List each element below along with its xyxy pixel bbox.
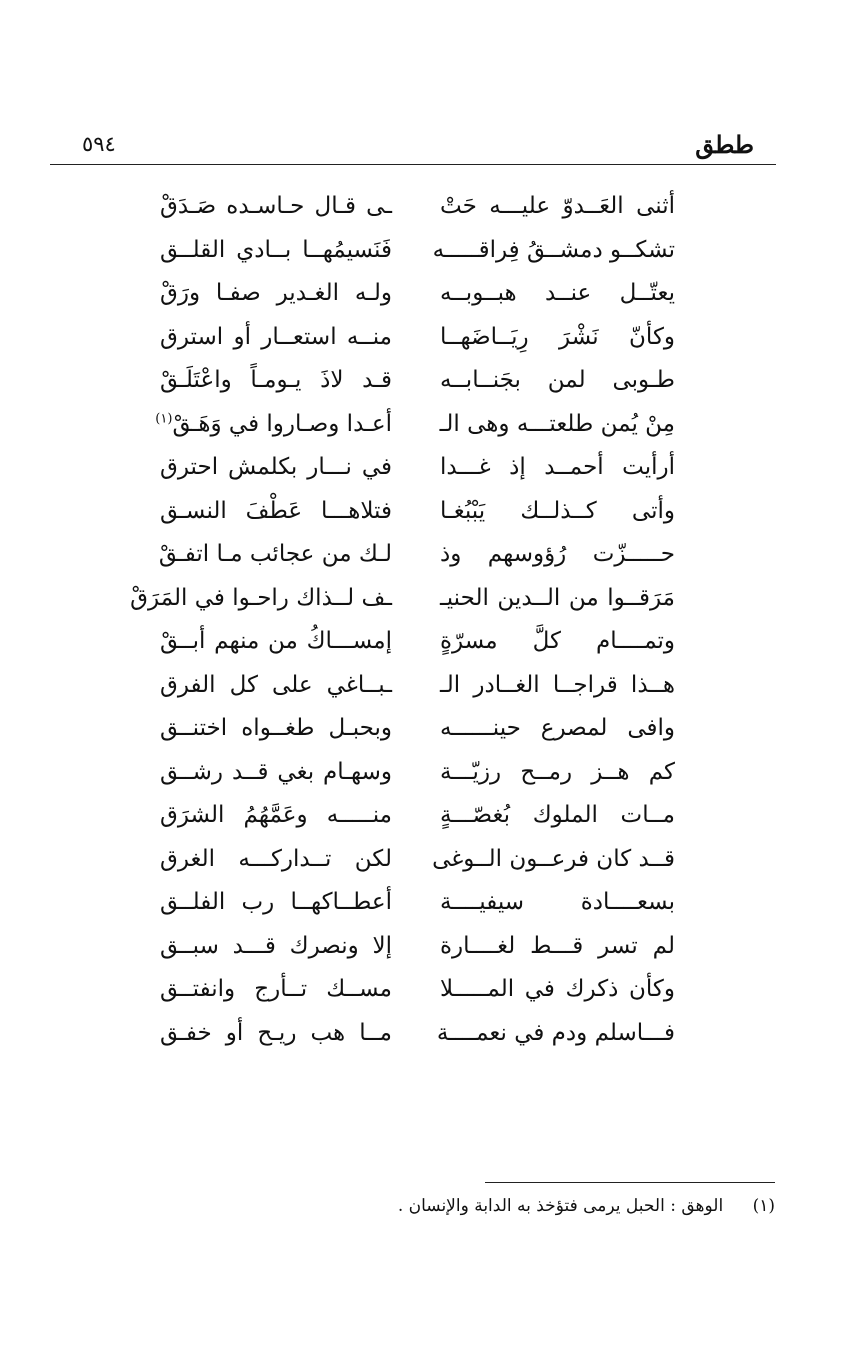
verse-first-hemistich: مِنْ يُمن طلعتـــه وهى الـ [439, 410, 675, 437]
verse-second-hemistich [160, 884, 392, 920]
footnote-marker: (١) [155, 410, 173, 426]
footnote-number: (١) [752, 1196, 775, 1216]
verse-second-hemistich [160, 928, 392, 964]
verse-second-text: إمســـاكُ من منهم أبــقْ [160, 628, 392, 654]
verse [150, 493, 675, 537]
verse-second-text: مــا هب ريـح أو خفـق [160, 1019, 392, 1046]
verse-second-text: وسهـام بغي قــد رشــق [160, 758, 392, 785]
verse-first-hemistich: وكأنّ نَشْرَ رِيَــاضَهــا [440, 323, 675, 350]
footnote-divider [485, 1182, 775, 1183]
verse-first-hemistich: وكأن ذكرك في المـــــلا [440, 976, 675, 1002]
running-title: ططق [695, 130, 754, 159]
verse-first-hemistich: كم هــز رمــح رزيّـــة [440, 758, 675, 785]
verse-first-hemistich: وأتى كــذلــك يَبْبُغـا [440, 497, 675, 524]
verse-second-text: منــه استعــار أو استرق [160, 323, 392, 350]
verse [150, 188, 675, 232]
verse-second-hemistich [160, 188, 392, 224]
verse-second-hemistich [160, 797, 392, 833]
verse-second-text: أعطــاكهــا رب الفلــق [160, 889, 392, 915]
verse [150, 928, 675, 972]
verse-first-hemistich: يعتّــل عنــد هبــوبــه [440, 280, 675, 306]
verse [150, 841, 675, 885]
verse [150, 536, 675, 580]
verse [150, 449, 675, 493]
verse [150, 319, 675, 363]
verse-first-hemistich: أرأيت أحمــد إذ غـــدا [440, 454, 675, 480]
verse [150, 1015, 675, 1059]
verse-first-hemistich: حـــــزّت رُؤوسهم وذ [440, 541, 675, 567]
verse-second-text: إلا ونصرك قـــد سبــق [160, 932, 392, 959]
verse-second-hemistich [160, 449, 392, 485]
verse-second-hemistich [160, 754, 392, 790]
verse-first-hemistich: مَرَقــوا من الــدين الحنيـ [440, 584, 675, 611]
verse-first-hemistich: قــد كان فرعــون الــوغى [432, 845, 675, 872]
verse-second-text: في نـــار بكلمش احترق [160, 454, 392, 480]
verse-second-hemistich [160, 232, 392, 268]
verse-first-hemistich: فـــاسلم ودم في نعمــــة [436, 1019, 675, 1046]
verse-second-hemistich [160, 1015, 392, 1051]
verse-first-hemistich: أثنى العَــدوّ عليـــه حَتْ [440, 193, 675, 219]
verse-second-hemistich [160, 667, 392, 703]
verse [150, 623, 675, 667]
verse-second-text: لكن تــداركـــه الغرق [160, 845, 392, 872]
verse [150, 362, 675, 406]
verse [150, 667, 675, 711]
poem [130, 188, 675, 1058]
footnote-text: الوهق : الحبل يرمى فتؤخذ به الدابة والإنسان . [397, 1196, 724, 1216]
verse-second-text: ـبــاغي على كل الفرق [160, 671, 392, 698]
verse-second-hemistich [160, 710, 392, 746]
footnote [398, 1196, 775, 1216]
verse-first-hemistich: وتمــــام كلَّ مسرّةٍ [440, 628, 675, 654]
verse-first-hemistich: بسعــــادة سيفيــــة [440, 889, 675, 915]
verse-second-text: فَنَسيمُهــا بــادي القلــق [160, 236, 392, 263]
verse [150, 754, 675, 798]
verse [150, 406, 675, 450]
verse-second-hemistich [160, 362, 392, 398]
verse [150, 884, 675, 928]
verse-second-text: ولـه الغـدير صفـا ورَقْ [160, 280, 392, 306]
verse-first-hemistich: مــات الملوك بُغصّـــةٍ [440, 802, 675, 828]
verse-second-text: قـد لاذَ يـومـاً واعْتَلَـقْ [160, 367, 392, 393]
verse-second-hemistich [155, 406, 392, 442]
verse-second-hemistich [160, 623, 392, 659]
verse-second-text: لـك من عجائب مـا اتفـقْ [158, 541, 392, 567]
verse [150, 971, 675, 1015]
page-header [50, 128, 776, 165]
verse-second-text: ـف لــذاك راحـوا في المَرَقْ [130, 584, 392, 611]
verse-second-hemistich [160, 536, 392, 572]
page-number: ٥٩٤ [82, 132, 116, 156]
verse-second-hemistich [160, 319, 392, 355]
verse [150, 275, 675, 319]
verse-second-hemistich [160, 275, 392, 311]
verse [130, 580, 675, 624]
verse-second-hemistich [160, 841, 392, 877]
verse-second-hemistich [160, 493, 392, 529]
verse-second-text: وبحبـل طغــواه اختنــق [160, 715, 392, 741]
verse [150, 797, 675, 841]
verse-second-text: ـى قـال حـاسـده صَـدَقْ [160, 193, 392, 219]
verse-second-text: مســك تــأرج وانفتــق [160, 976, 392, 1002]
verse [150, 232, 675, 276]
verse-second-text: أعـدا وصـاروا في وَهَـقْ [172, 410, 392, 437]
verse-second-hemistich [130, 580, 392, 616]
verse [150, 710, 675, 754]
verse-first-hemistich: وافى لمصرع حينــــــه [440, 715, 675, 741]
verse-first-hemistich: طـوبى لمن بجَنــابــه [440, 367, 675, 393]
verse-first-hemistich: لم تسر قـــط لغــــارة [440, 932, 675, 959]
verse-second-text: منـــــه وعَمَّهُمُ الشرَق [160, 802, 392, 828]
verse-first-hemistich: تشكــو دمشــقُ فِراقـــــه [432, 236, 675, 263]
verse-second-text: فتلاهـــا عَطْفَ النسـق [160, 497, 392, 524]
verse-first-hemistich: هــذا قراجــا الغــادر الـ [440, 671, 675, 698]
verse-second-hemistich [160, 971, 392, 1007]
